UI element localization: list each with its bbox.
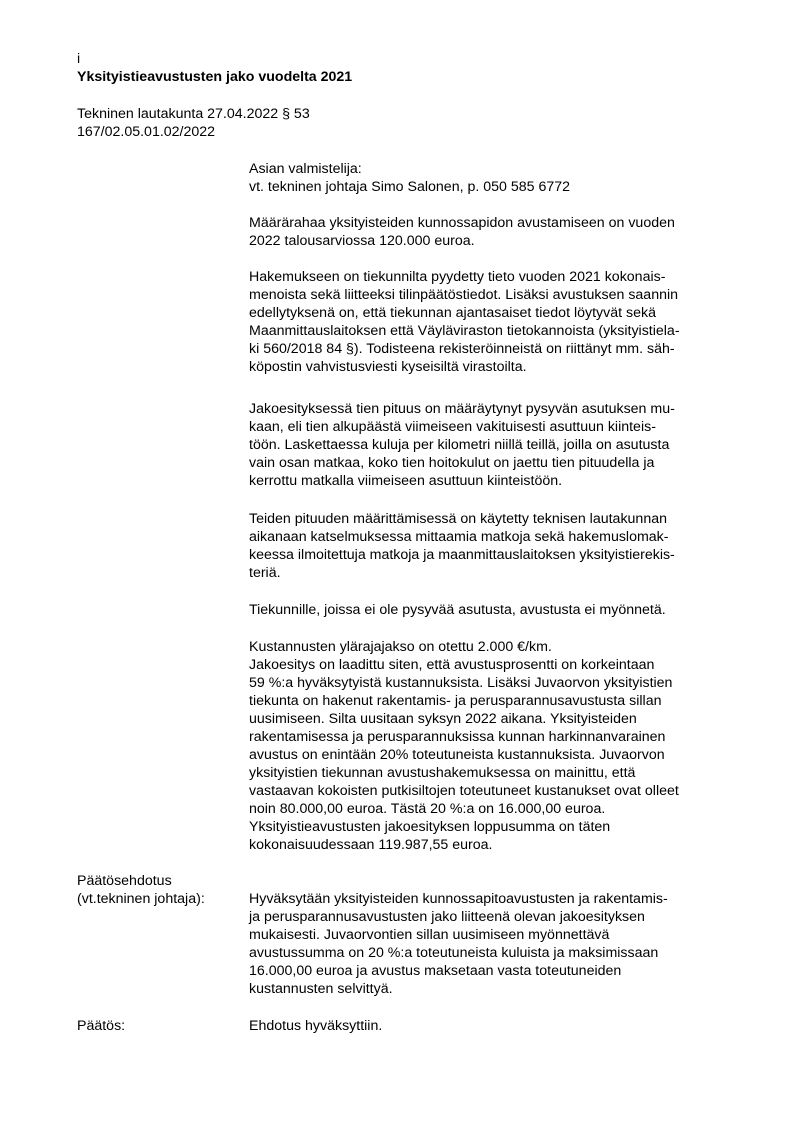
decision-label: Päätös: [77, 1018, 126, 1034]
paragraph-line: aikanaan katselmuksessa mittaamia matkoja sekä hakemuslomak- [249, 529, 669, 545]
paragraph-line: Määrärahaa yksityisteiden kunnossapidon avustamiseen on vuoden [249, 215, 675, 231]
preparer-name: vt. tekninen johtaja Simo Salonen, p. 050 585 6772 [249, 179, 571, 195]
paragraph-line: ki 560/2018 84 §). Todisteena rekisteröinneistä on riittänyt mm. säh- [249, 341, 675, 357]
paragraph-line: Tiekunnille, joissa ei ole pysyvää asutusta, avustusta ei myönnetä. [249, 602, 666, 618]
paragraph-line: rakentamisessa ja perusparannuksissa kunnan harkinnanvarainen [249, 729, 666, 745]
paragraph-line: Teiden pituuden määrittämisessä on käytetty teknisen lautakunnan [249, 511, 667, 527]
paragraph-line: Jakoesitys on laadittu siten, että avustusprosentti on korkeintaan [249, 657, 655, 673]
paragraph-line: edellytyksenä on, että tiekunnan ajantasaiset tiedot löytyvät sekä [249, 305, 656, 321]
proposal-author-label: (vt.tekninen johtaja): [77, 891, 205, 907]
record-id: 167/02.05.01.02/2022 [77, 124, 216, 140]
paragraph-line: vain osan matkaa, koko tien hoitokulut on jaettu tien pituudella ja [249, 455, 655, 471]
proposal-line: avustussumma on 20 %:a toteutuneista kuluista ja maksimissaan [249, 945, 659, 961]
paragraph-line: kokonaisuudessaan 119.987,55 euroa. [249, 837, 493, 853]
paragraph-line: köpostin vahvistusviesti kyseisiltä virastoilta. [249, 359, 527, 375]
paragraph-line: Maanmittauslaitoksen että Väyläviraston tietokannoista (yksityistiela- [249, 323, 680, 339]
paragraph-line: vastaavan kokoisten putkisiltojen toteutuneet kustanukset ovat olleet [249, 783, 679, 799]
proposal-line: mukaisesti. Juvaorvontien sillan uusimiseen myönnettävä [249, 927, 610, 943]
paragraph-line: menoista sekä liitteeksi tilinpäätöstiedot. Lisäksi avustuksen saannin [249, 287, 679, 303]
paragraph-line: uusimiseen. Silta uusitaan syksyn 2022 aikana. Yksityisteiden [249, 711, 637, 727]
proposal-line: Hyväksytään yksityisteiden kunnossapitoavustusten ja rakentamis- [249, 891, 668, 907]
section-marker: i [77, 51, 81, 67]
paragraph-line: töön. Laskettaessa kuluja per kilometri niillä teillä, joilla on asutusta [249, 437, 670, 453]
paragraph-line: 2022 talousarviossa 120.000 euroa. [249, 233, 475, 249]
paragraph-line: keessa ilmoitettuja matkoja ja maanmittauslaitoksen yksityistierekis- [249, 547, 675, 563]
proposal-line: ja perusparannusavustusten jako liitteenä olevan jakoesityksen [249, 909, 645, 925]
proposal-line: kustannusten selvittyä. [249, 981, 393, 997]
paragraph-line: 59 %:a hyväksytyistä kustannuksista. Lisäksi Juvaorvon yksityistien [249, 675, 673, 691]
decision-text: Ehdotus hyväksyttiin. [249, 1018, 383, 1034]
preparer-label: Asian valmistelija: [249, 161, 362, 177]
proposal-label: Päätösehdotus [77, 873, 172, 889]
meeting-reference: Tekninen lautakunta 27.04.2022 § 53 [77, 106, 310, 122]
paragraph-line: Jakoesityksessä tien pituus on määräytynyt pysyvän asutuksen mu- [249, 401, 675, 417]
paragraph-line: avustus on enintään 20% toteutuneista kustannuksista. Juvaorvon [249, 747, 665, 763]
paragraph-line: noin 80.000,00 euroa. Tästä 20 %:a on 16.000,00 euroa. [249, 801, 606, 817]
paragraph-line: Kustannusten yläraja​jakso on otettu 2.000 €/km. [249, 639, 552, 655]
paragraph-line: yksityistien tiekunnan avustushakemuksessa on mainittu, että [249, 765, 636, 781]
proposal-line: 16.000,00 euroa ja avustus maksetaan vasta toteutuneiden [249, 963, 622, 979]
paragraph-line: teriä. [249, 565, 281, 581]
paragraph-line: kaan, eli tien alkupäästä viimeiseen vakituisesti asuttuun kiinteis- [249, 419, 656, 435]
document-title: Yksityistieavustusten jako vuodelta 2021 [77, 69, 353, 85]
paragraph-line: kerrottu matkalla viimeiseen asuttuun kiinteistöön. [249, 473, 563, 489]
paragraph-line: tiekunta on hakenut rakentamis- ja perusparannusavustusta sillan [249, 693, 662, 709]
paragraph-line: Hakemukseen on tiekunnilta pyydetty tieto vuoden 2021 kokonais- [249, 269, 666, 285]
paragraph-line: Yksityistieavustusten jakoesityksen loppusumma on täten [249, 819, 611, 835]
